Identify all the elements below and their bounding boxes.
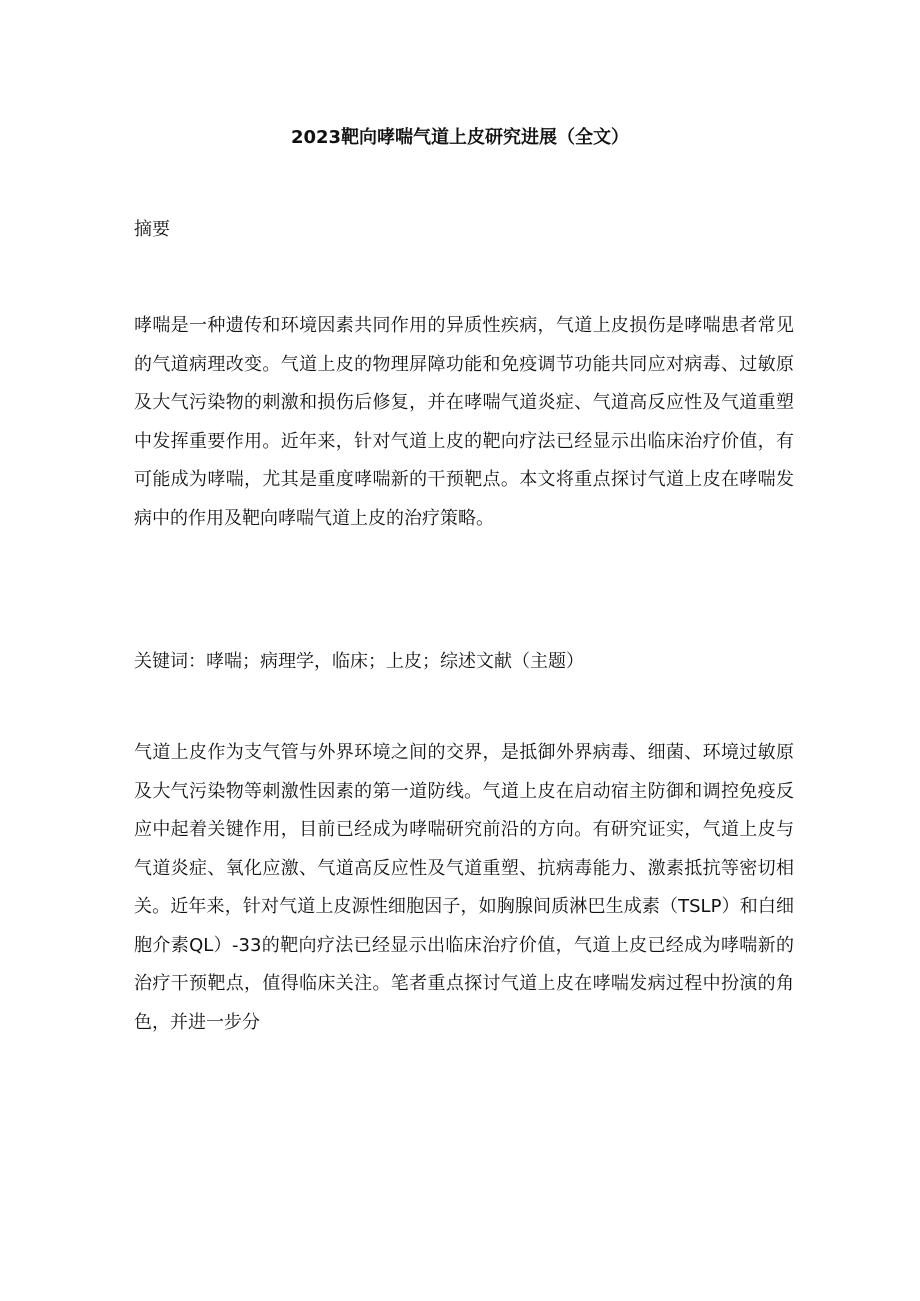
body-paragraph: 气道上皮作为支气管与外界环境之间的交界，是抵御外界病毒、细菌、环境过敏原及大气污染物等刺激性因素的第一道防线。气道上皮在启动宿主防御和调控免疫反应中起着关键作用，目前已经成为哮喘研究前沿的方向。有研究证实，气道上皮与气道炎症、氧化应激、气道高反应性及气道重塑、抗病毒能力、激素抵抗等密切相关。近年来，针对气道上皮源性细胞因子，如胸腺间质淋巴生成素（TSLP）和白细胞介素QL）-33的靶向疗法已经显示出临床治疗价值，气道上皮已经成为哮喘新的治疗干预靶点，值得临床关注。笔者重点探讨气道上皮在哮喘发病过程中扮演的角色，并进一步分 [134,742,794,1033]
keywords-line: 关键词：哮喘；病理学，临床；上皮；综述文献（主题） [134,651,584,672]
document-title: 2023靶向哮喘气道上皮研究进展（全文） [290,127,630,148]
abstract-heading: 摘要 [134,219,170,240]
abstract-paragraph: 哮喘是一种遗传和环境因素共同作用的异质性疾病，气道上皮损伤是哮喘患者常见的气道病理改变。气道上皮的物理屏障功能和免疫调节功能共同应对病毒、过敏原及大气污染物的刺激和损伤后修复，并在哮喘气道炎症、气道高反应性及气道重塑中发挥重要作用。近年来，针对气道上皮的靶向疗法已经显示出临床治疗价值，有可能成为哮喘，尤其是重度哮喘新的干预靶点。本文将重点探讨气道上皮在哮喘发病中的作用及靶向哮喘气道上皮的治疗策略。 [134,315,794,529]
